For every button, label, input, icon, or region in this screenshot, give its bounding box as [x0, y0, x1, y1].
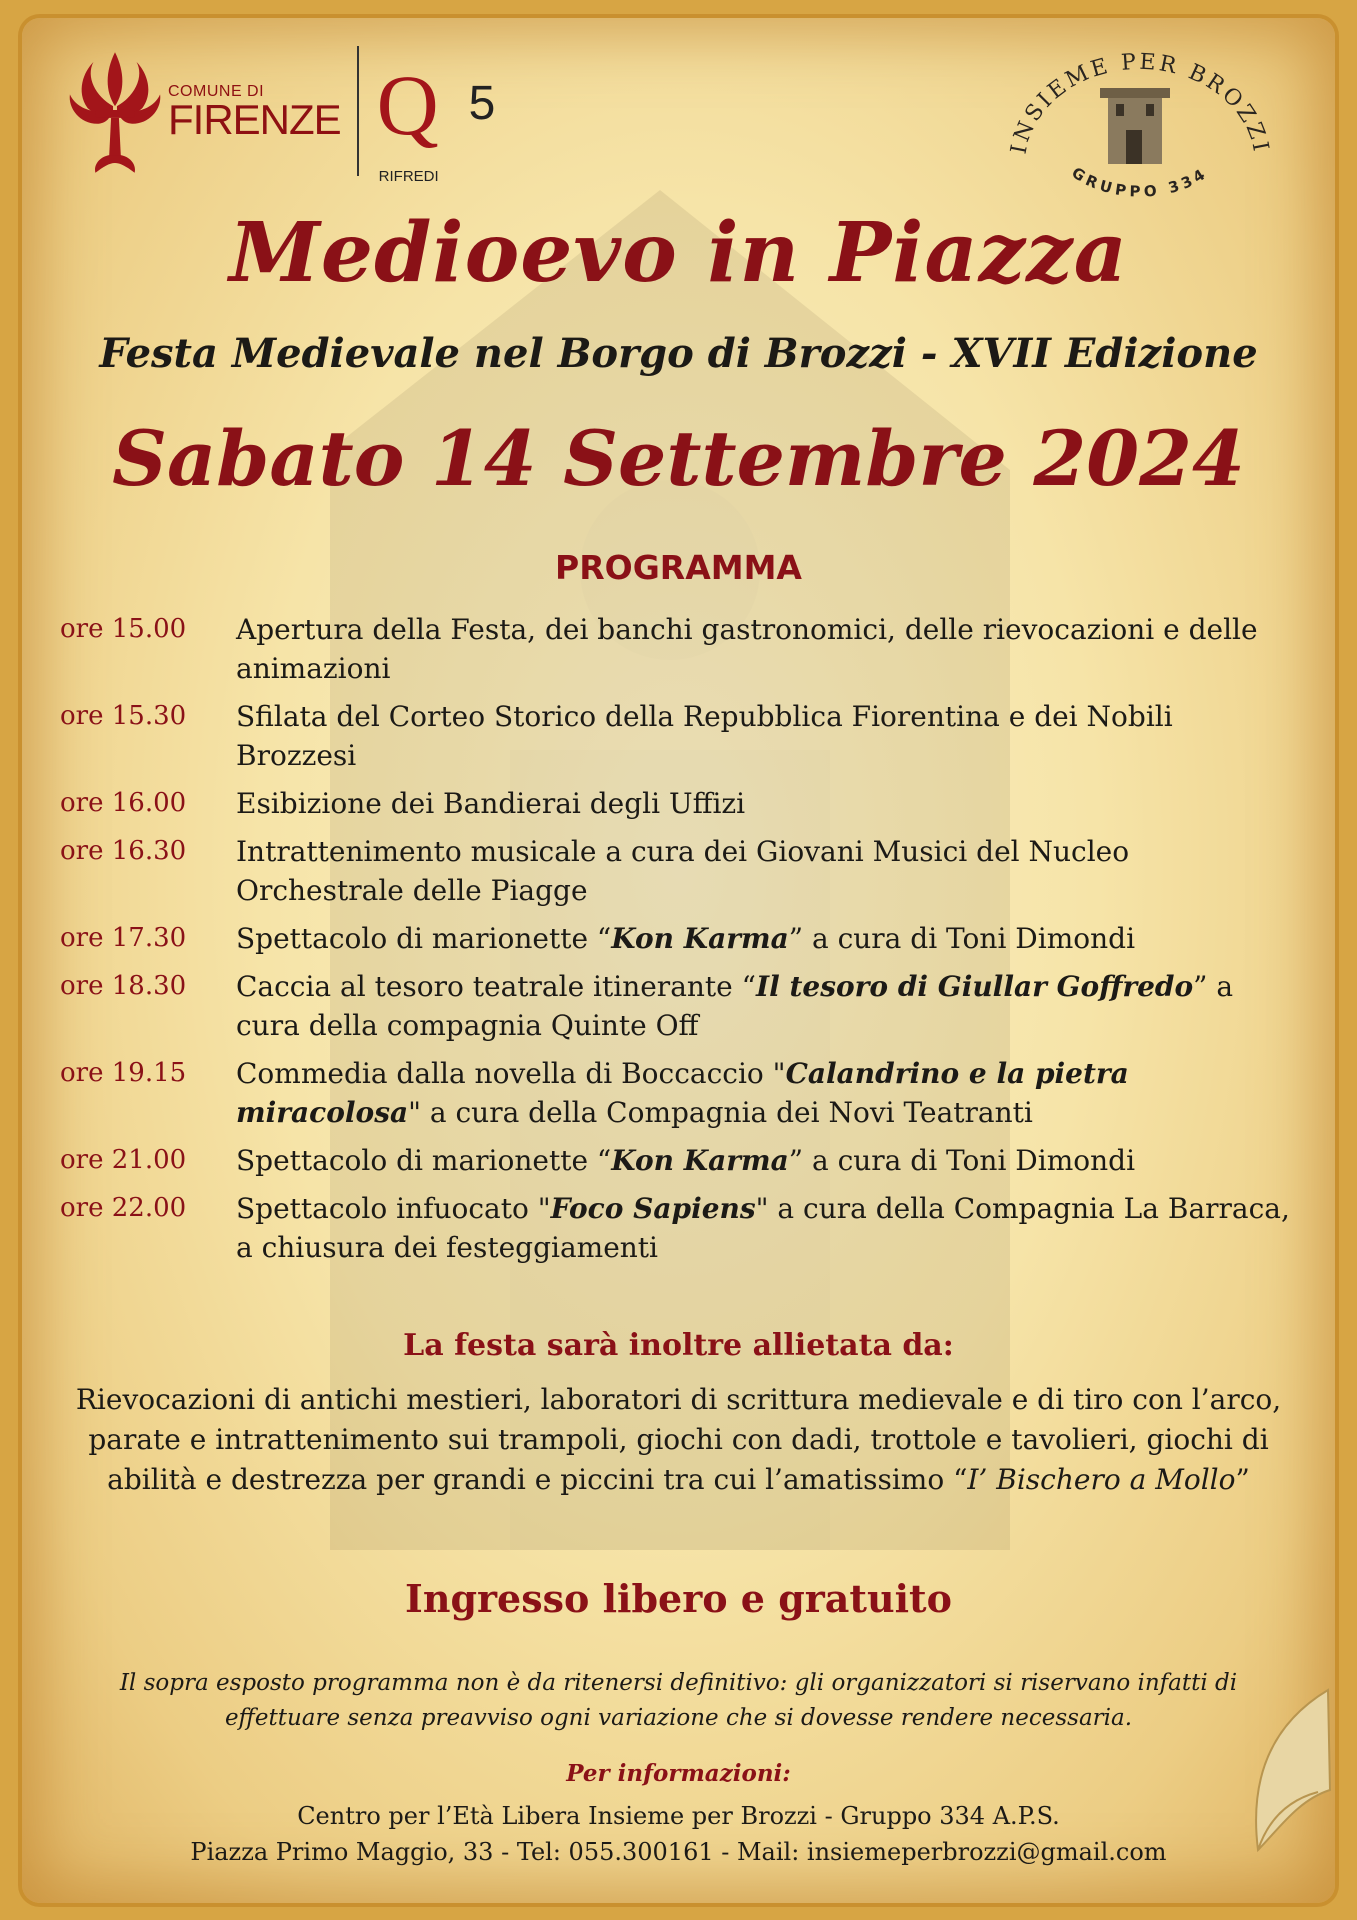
logo-divider	[357, 46, 359, 176]
comune-di-label: COMUNE DI	[168, 83, 265, 100]
svg-text:GRUPPO 334	[1068, 163, 1211, 200]
rifredi-label: RIFREDI	[378, 168, 439, 185]
schedule-row	[60, 610, 1300, 688]
q5-letter: Q	[376, 57, 439, 153]
schedule-time: ore 18.30	[60, 971, 187, 1001]
desc-text: Spettacolo di marionette “	[236, 1144, 612, 1177]
programma-heading: PROGRAMMA	[555, 548, 802, 587]
info-heading: Per informazioni:	[566, 1760, 791, 1787]
ingresso-heading: Ingresso libero e gratuito	[405, 1576, 952, 1621]
extras-text-main: Rievocazioni di antichi mestieri, laboratori di scrittura medievale e di tiro con l’arco, parate e intrattenimento sui trampoli, giochi con dadi, trottole e tavolieri, giochi di abilità e destrezza per grandi e piccini tra cui l’amatissimo “	[75, 1383, 1282, 1496]
event-subtitle: Festa Medievale nel Borgo di Brozzi - XVII Edizione	[99, 330, 1258, 377]
desc-text: Spettacolo di marionette “	[236, 922, 612, 955]
desc-text: " a cura della Compagnia La Barraca, a chiusura dei festeggiamenti	[236, 1192, 1290, 1264]
schedule-description: Sfilata del Corteo Storico della Repubblica Fiorentina e dei Nobili Brozzesi	[236, 700, 1173, 772]
schedule-time: ore 16.30	[60, 836, 187, 866]
insieme-arc-text: INSIEME PER BROZZI	[1006, 49, 1274, 157]
firenze-label: FIRENZE	[168, 96, 341, 143]
extras-text-end: ”	[1235, 1463, 1250, 1496]
schedule-time: ore 17.30	[60, 923, 187, 953]
schedule-row	[60, 1189, 1300, 1267]
desc-text: Commedia dalla novella di Boccaccio "	[236, 1057, 786, 1090]
schedule-row	[60, 919, 1300, 958]
schedule-description: Intrattenimento musicale a cura dei Giovani Musici del Nucleo Orchestrale delle Piagge	[236, 835, 1130, 907]
schedule-description	[236, 1141, 1300, 1180]
desc-text: ” a cura della compagnia Quinte Off	[236, 970, 1234, 1042]
extras-highlight: I’ Bischero a Mollo	[967, 1463, 1236, 1496]
comune-firenze-logo	[66, 46, 507, 185]
show-title: Calandrino e la pietra miracolosa	[236, 1057, 1129, 1129]
schedule-time: ore 15.30	[60, 701, 187, 731]
desc-text: Caccia al tesoro teatrale itinerante “	[236, 970, 756, 1003]
schedule-description: Apertura della Festa, dei banchi gastronomici, delle rievocazioni e delle animazioni	[236, 613, 1258, 685]
schedule-row	[60, 697, 1300, 775]
desc-text: ” a cura di Toni Dimondi	[788, 1144, 1136, 1177]
desc-text: ” a cura di Toni Dimondi	[788, 922, 1136, 955]
disclaimer-note: Il sopra esposto programma non è da ritenersi definitivo: gli organizzatori si riservano infatti di effettuare senza preavviso ogni variazione che si dovesse rendere necessaria.	[119, 1670, 1238, 1731]
tower-icon	[1100, 88, 1170, 164]
event-date: Sabato 14 Settembre 2024	[112, 414, 1245, 503]
gruppo-334-text: GRUPPO 334	[1068, 163, 1212, 201]
desc-text: " a cura della Compagnia dei Novi Teatranti	[408, 1096, 1033, 1129]
schedule-time: ore 19.15	[60, 1058, 187, 1088]
schedule-description	[236, 1054, 1300, 1132]
schedule-row	[60, 784, 1300, 823]
schedule-row	[60, 1141, 1300, 1180]
organization-line: Centro per l’Età Libera Insieme per Brozzi - Gruppo 334 A.P.S.	[297, 1802, 1060, 1830]
schedule-description	[236, 967, 1300, 1045]
insieme-per-brozzi-logo	[1000, 44, 1280, 204]
schedule-description: Esibizione dei Bandierai degli Uffizi	[236, 787, 746, 820]
curled-corner-icon	[1218, 1680, 1338, 1860]
schedule-row	[60, 967, 1300, 1045]
schedule-time: ore 16.00	[60, 788, 187, 818]
q5-number: 5	[468, 77, 496, 130]
contact-line: Piazza Primo Maggio, 33 - Tel: 055.300161 - Mail: insiemeperbrozzi@gmail.com	[190, 1838, 1167, 1866]
schedule-time: ore 15.00	[60, 614, 187, 644]
extras-text	[60, 1380, 1297, 1500]
schedule-description	[236, 1189, 1300, 1267]
schedule-list	[60, 610, 1300, 1276]
quartiere-5-logo	[376, 56, 507, 185]
desc-text: Spettacolo infuocato "	[236, 1192, 551, 1225]
schedule-row	[60, 1054, 1300, 1132]
schedule-time: ore 22.00	[60, 1193, 187, 1223]
schedule-time: ore 21.00	[60, 1145, 187, 1175]
florentine-lily-icon	[66, 46, 164, 176]
schedule-row	[60, 832, 1300, 910]
show-title: Il tesoro di Giullar Goffredo	[755, 970, 1194, 1003]
show-title: Foco Sapiens	[550, 1192, 756, 1225]
schedule-description	[236, 919, 1300, 958]
event-title: Medioevo in Piazza	[229, 205, 1128, 301]
extras-heading: La festa sarà inoltre allietata da:	[403, 1328, 954, 1363]
show-title: Kon Karma	[611, 1144, 789, 1177]
show-title: Kon Karma	[611, 922, 789, 955]
